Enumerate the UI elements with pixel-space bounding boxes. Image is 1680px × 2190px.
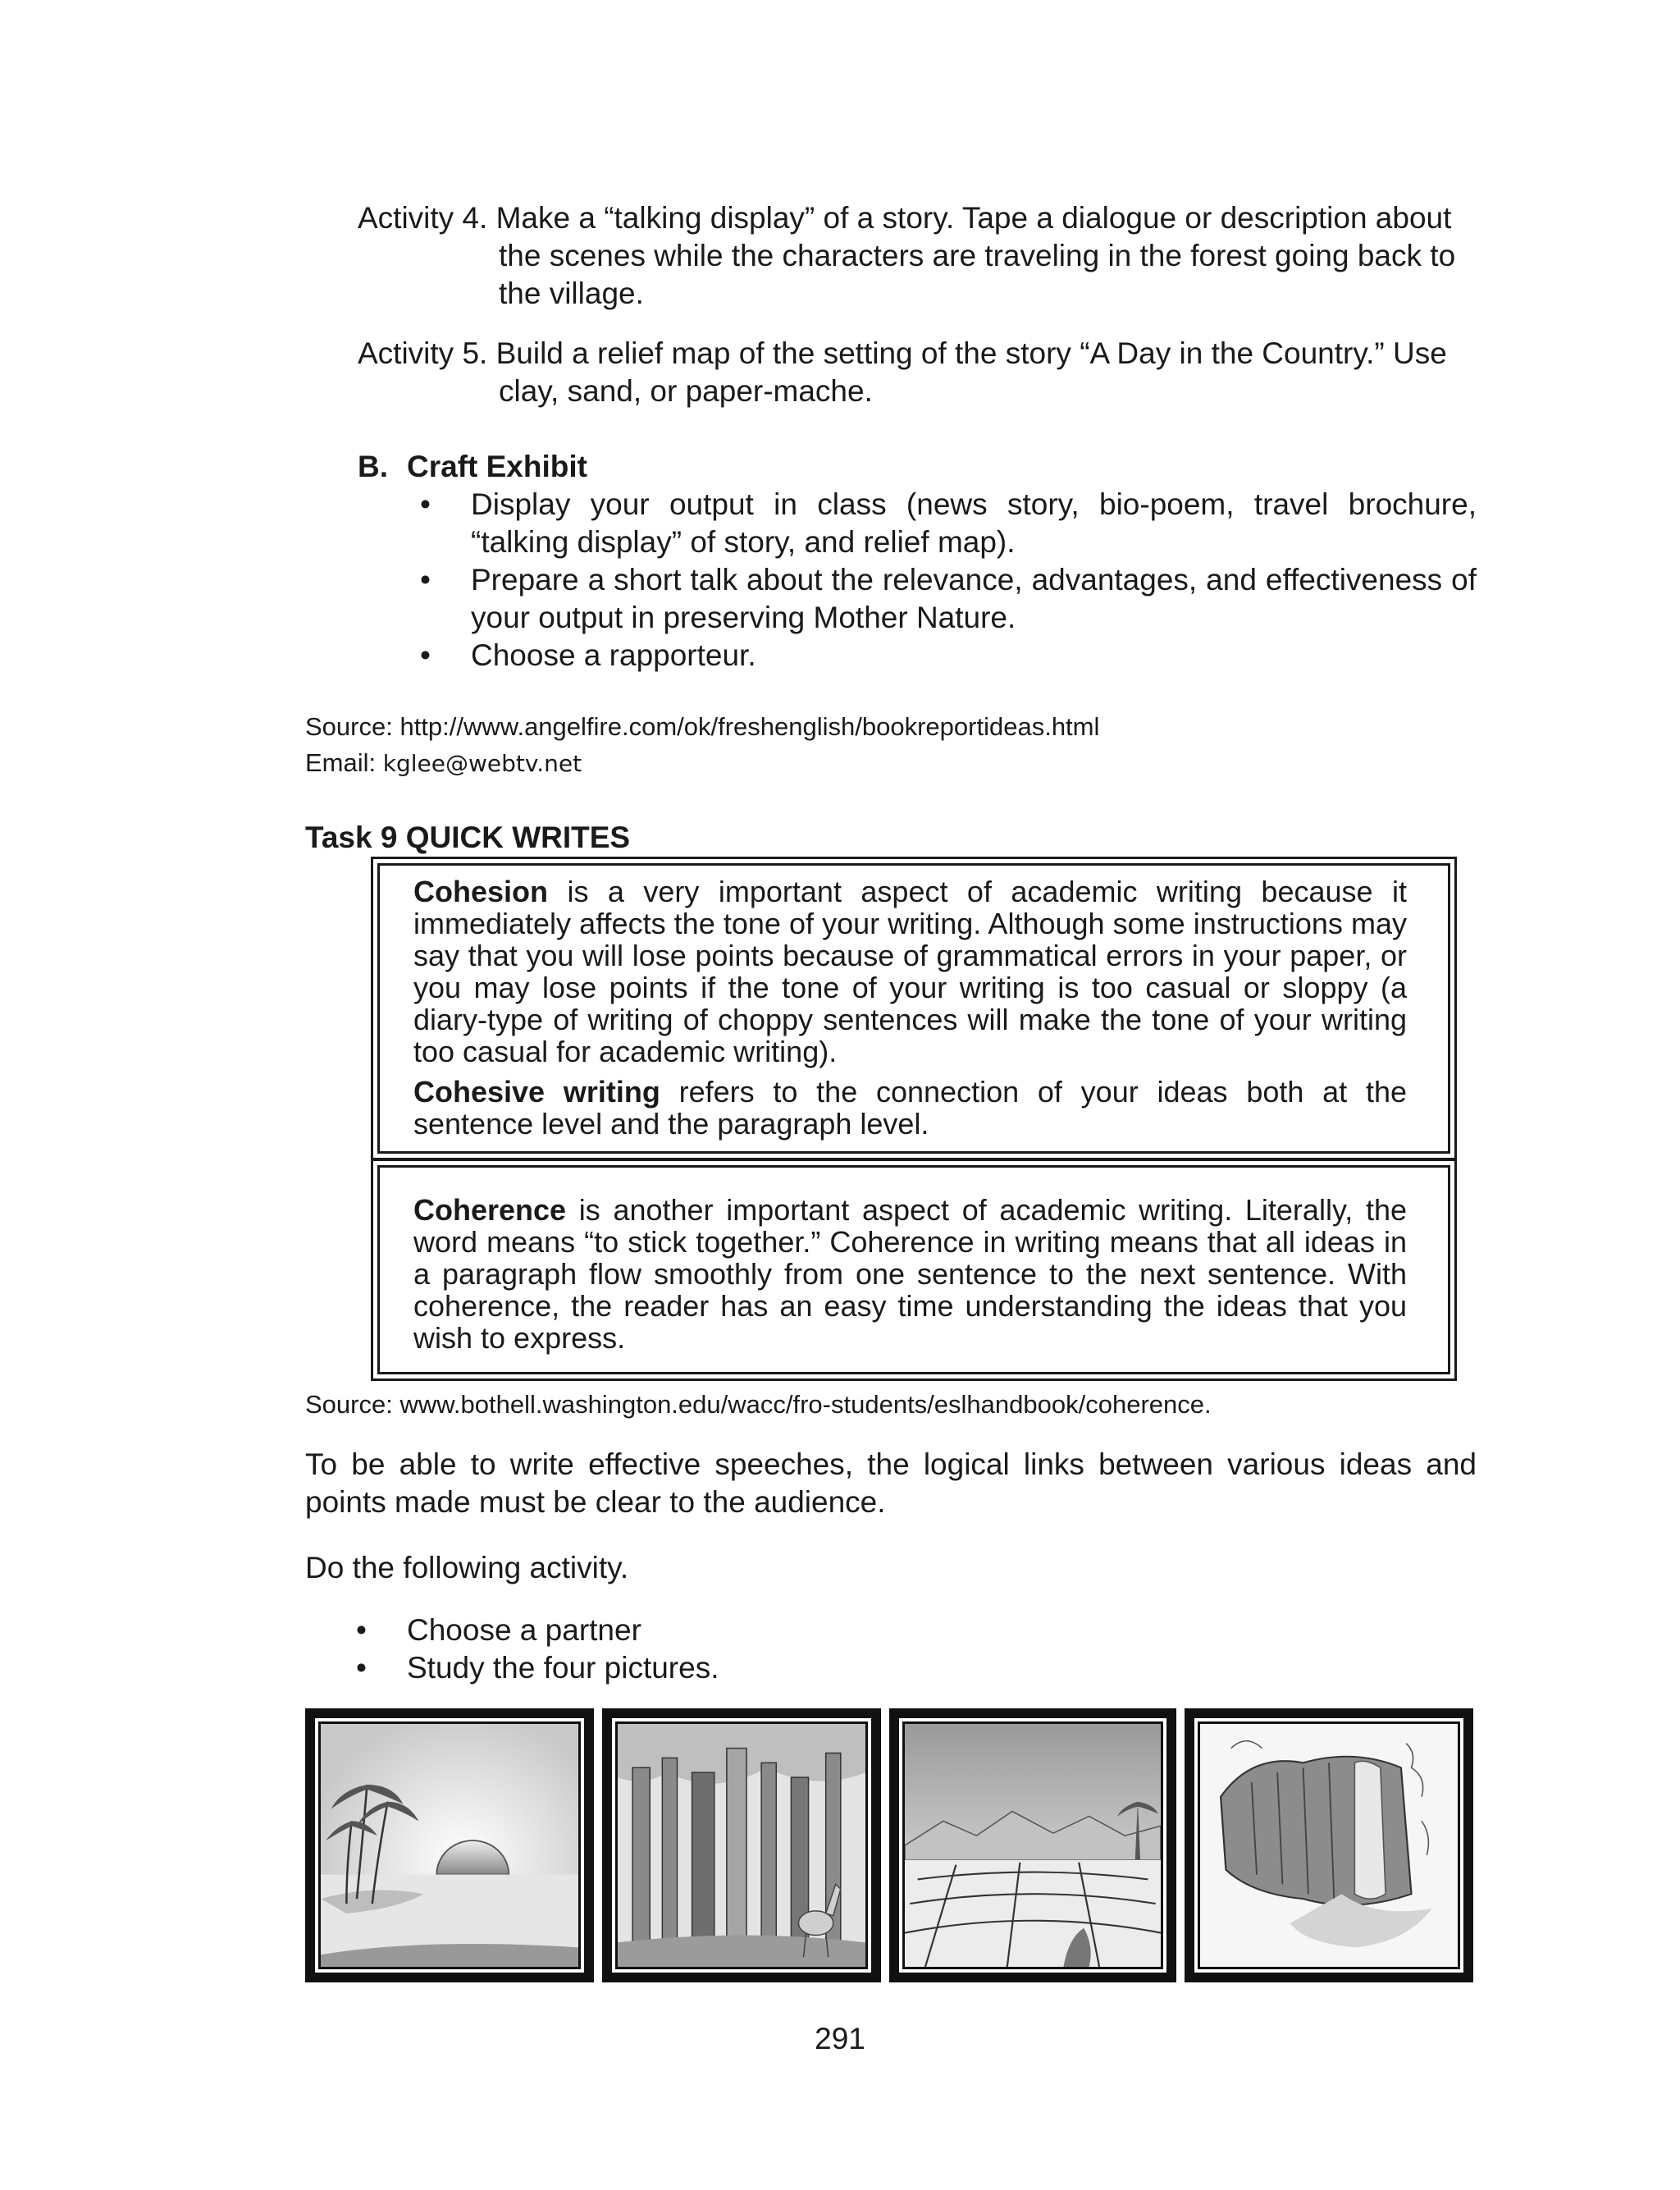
list-item: [353, 1612, 1337, 1649]
email-address[interactable]: kglee@webtv.net: [382, 750, 582, 777]
activity-4-line-2: the scenes while the characters are traveling in the forest going back to: [499, 239, 1456, 272]
cohesive-writing-term: Cohesive writing: [413, 1075, 660, 1109]
bullet-icon: •: [356, 1651, 367, 1685]
coherence-term: Coherence: [413, 1193, 567, 1227]
craft-item-text: Display your output in class (news story, bio-poem, travel brochure, “talking display” of story, and relief map).: [471, 487, 1477, 559]
list-item: [418, 486, 1477, 561]
pictures-row: [305, 1708, 1473, 1982]
coherence-box: [371, 1159, 1457, 1381]
source-line: [305, 711, 1099, 743]
list-item: [353, 1649, 1337, 1687]
craft-item-text: Choose a rapporteur.: [471, 638, 756, 672]
craft-exhibit-letter: B.: [358, 450, 388, 483]
cohesion-paragraph: [413, 876, 1407, 1068]
activity-5-lead: Activity 5. Build a relief map of the setting of the story “A Day in the Country.” Use: [358, 336, 1447, 370]
bullet-icon: •: [420, 563, 431, 597]
list-item: [418, 561, 1477, 637]
activity-5: [358, 335, 1477, 410]
rice-terraces-picture: [889, 1708, 1176, 1982]
craft-item-text: Prepare a short talk about the relevance, advantages, and effectiveness of your output in preserving Mother Nature.: [471, 563, 1477, 634]
cohesion-term: Cohesion: [413, 875, 549, 908]
cohesion-text: is a very important aspect of academic writing because it immediately affects the tone of your writing. Although some instructions may say that you will lose points because of grammatical errors in your paper, or you may lose points if the tone of your writing is too casual or sloppy (a diary-type of writing of choppy sentences will make the tone of your writing too casual for academic writing).: [413, 875, 1407, 1068]
waterfall-picture: [1185, 1708, 1473, 1982]
task-title: Task 9 QUICK WRITES: [305, 821, 631, 854]
step-text: Study the four pictures.: [407, 1651, 719, 1685]
activity-4-line-3: the village.: [499, 277, 644, 310]
instruction-paragraph: Do the following activity.: [305, 1551, 629, 1584]
list-item: [418, 637, 1477, 674]
coherence-text: is another important aspect of academic writing. Literally, the word means “to stick together.” Coherence in writing means that all ideas in a paragraph flow smoothly from one sentence to the next sentence. With coherence, the reader has an easy time understanding the ideas that you wish to express.: [413, 1193, 1407, 1355]
source-url[interactable]: http://www.angelfire.com/ok/freshenglish/bookreportideas.html: [399, 712, 1100, 741]
cohesion-box: [371, 857, 1457, 1160]
source-label: Source:: [305, 712, 400, 741]
bullet-icon: •: [420, 638, 431, 672]
craft-exhibit-list: [418, 486, 1477, 674]
bullet-icon: •: [420, 487, 431, 521]
activity-4-lead: Activity 4. Make a “talking display” of a story. Tape a dialogue or description about: [358, 201, 1452, 235]
coherence-paragraph: [413, 1194, 1407, 1354]
intro-paragraph: To be able to write effective speeches, the logical links between various ideas and points made must be clear to the audience.: [305, 1447, 1477, 1519]
craft-exhibit-heading: [358, 448, 587, 486]
bullet-icon: •: [356, 1613, 367, 1647]
page-number: 291: [815, 2022, 865, 2055]
cohesive-writing-text: refers to the connection of your ideas both at the sentence level and the paragraph level.: [413, 1075, 1407, 1141]
craft-exhibit-title: Craft Exhibit: [407, 450, 587, 483]
step-text: Choose a partner: [407, 1613, 641, 1647]
activity-5-line-2: clay, sand, or paper-mache.: [499, 374, 873, 408]
email-line: [305, 747, 582, 780]
forest-picture: [602, 1708, 881, 1982]
email-label: Email:: [305, 748, 383, 777]
steps-list: [353, 1612, 1337, 1687]
source-line-2: Source: www.bothell.washington.edu/wacc/fro-students/eslhandbook/coherence.: [305, 1390, 1212, 1419]
cohesive-writing-paragraph: [413, 1076, 1407, 1140]
sunset-beach-picture: [305, 1708, 594, 1982]
activity-4: [358, 199, 1477, 313]
